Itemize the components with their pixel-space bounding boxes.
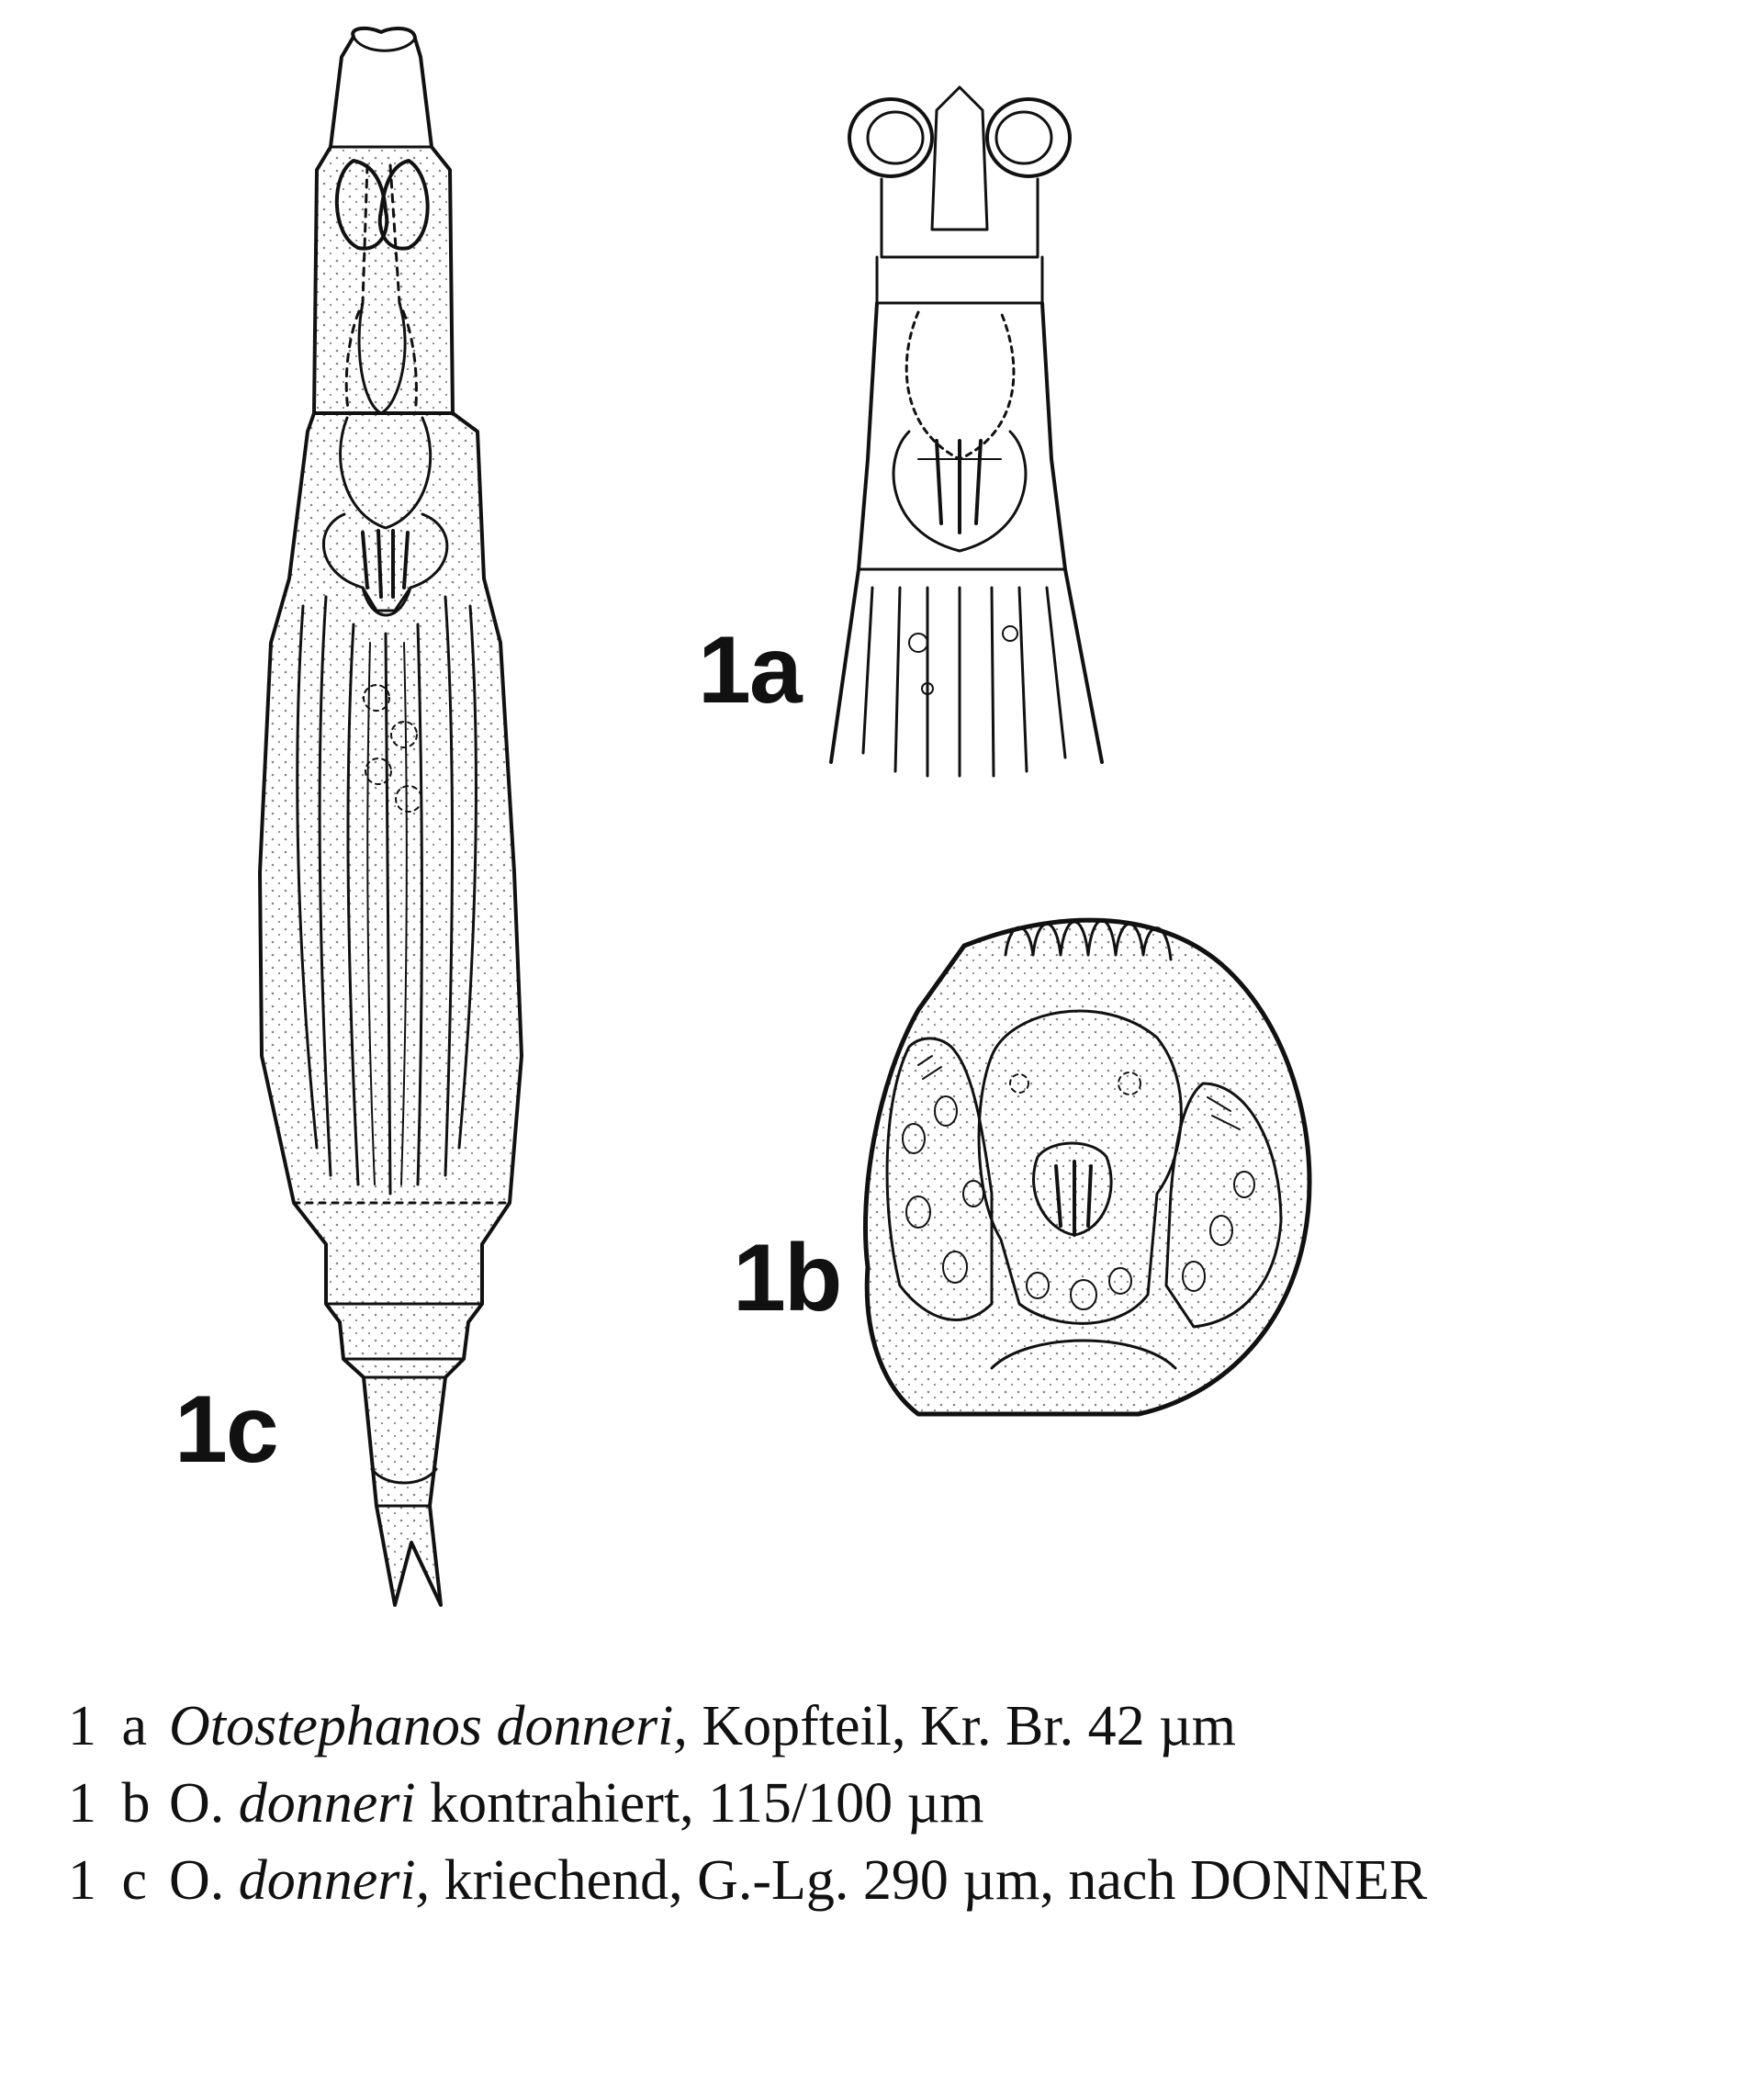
genus-abbreviation: O. (169, 1772, 239, 1835)
caption-line-1a (68, 1688, 1721, 1765)
caption-description: kontrahiert, 115/100 µm (415, 1772, 984, 1835)
caption-number: 1 b (68, 1772, 156, 1835)
figure-caption (68, 1688, 1721, 1919)
caption-number: 1 c (68, 1849, 153, 1912)
caption-line-1b (68, 1765, 1721, 1842)
drawing-1c-crawling (260, 28, 522, 1605)
genus-abbreviation: O. (169, 1849, 239, 1912)
caption-line-1c (68, 1842, 1721, 1919)
species-name: donneri (238, 1772, 416, 1835)
figure-label-1c: 1c (174, 1376, 277, 1483)
figure-label-1a: 1a (698, 617, 801, 724)
caption-description: Kopfteil, Kr. Br. 42 µm (687, 1695, 1237, 1757)
caption-number: 1 a (68, 1695, 153, 1757)
drawing-1b-contracted (865, 920, 1309, 1414)
species-name: donneri, (238, 1849, 431, 1912)
caption-description: kriechend, G.-Lg. 290 µm, nach DONNER (430, 1849, 1428, 1912)
figure-label-1b: 1b (733, 1225, 841, 1331)
drawing-1a-head (831, 87, 1102, 776)
species-name: Otostephanos donneri, (169, 1695, 688, 1757)
